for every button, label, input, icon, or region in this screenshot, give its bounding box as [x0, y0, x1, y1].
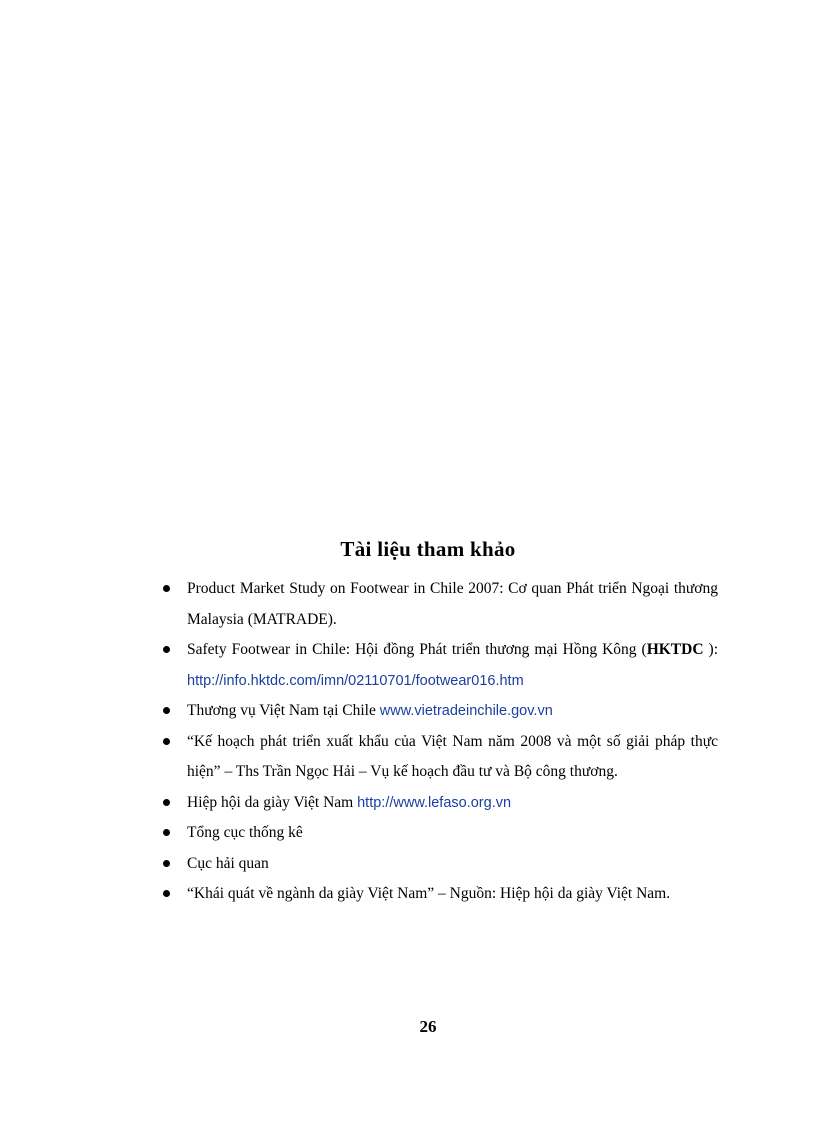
- reference-text: Safety Footwear in Chile: Hội đồng Phát triển thương mại Hồng Kông (: [187, 641, 647, 658]
- bullet-icon: [163, 829, 170, 836]
- reference-list: [160, 574, 718, 910]
- bullet-icon: [163, 738, 170, 745]
- list-item: [160, 879, 718, 910]
- list-item: [160, 635, 718, 696]
- list-item: [160, 574, 718, 635]
- reference-text: Cục hải quan: [187, 854, 269, 872]
- bullet-icon: [163, 585, 170, 592]
- reference-link[interactable]: www.vietradeinchile.gov.vn: [379, 703, 553, 719]
- page-title: Tài liệu tham khảo: [340, 537, 516, 561]
- reference-text: Tổng cục thống kê: [187, 824, 303, 841]
- reference-text: Hiệp hội da giày Việt Nam: [187, 793, 358, 811]
- bullet-icon: [163, 860, 170, 867]
- bullet-icon: [163, 646, 170, 653]
- bullet-icon: [163, 890, 170, 897]
- list-item: [160, 696, 718, 727]
- reference-text: Product Market Study on Footwear in Chile 2007: Cơ quan Phát triển Ngoại thương Malaysia (MATRADE).: [187, 580, 718, 628]
- reference-text: “Kế hoạch phát triển xuất khẩu của Việt Nam năm 2008 và một số giải pháp thực hiện” – Ths Trần Ngọc Hải – Vụ kế hoạch đầu tư và Bộ công thương.: [187, 732, 718, 780]
- list-item: [160, 849, 718, 880]
- list-item: [160, 727, 718, 788]
- bullet-icon: [163, 799, 170, 806]
- list-item: [160, 818, 718, 849]
- list-item: [160, 788, 718, 819]
- reference-link[interactable]: http://www.lefaso.org.vn: [357, 794, 512, 811]
- page-number: 26: [419, 1017, 437, 1036]
- reference-link[interactable]: http://info.hktdc.com/imn/02110701/footwear016.htm: [187, 672, 524, 689]
- bullet-icon: [163, 707, 170, 714]
- reference-bold-abbreviation: HKTDC: [646, 641, 704, 658]
- reference-text: “Khái quát về ngành da giày Việt Nam” – Nguồn: Hiệp hội da giày Việt Nam.: [187, 885, 671, 902]
- reference-text-suffix: ):: [703, 641, 718, 658]
- reference-text: Thương vụ Việt Nam tại Chile: [187, 702, 380, 719]
